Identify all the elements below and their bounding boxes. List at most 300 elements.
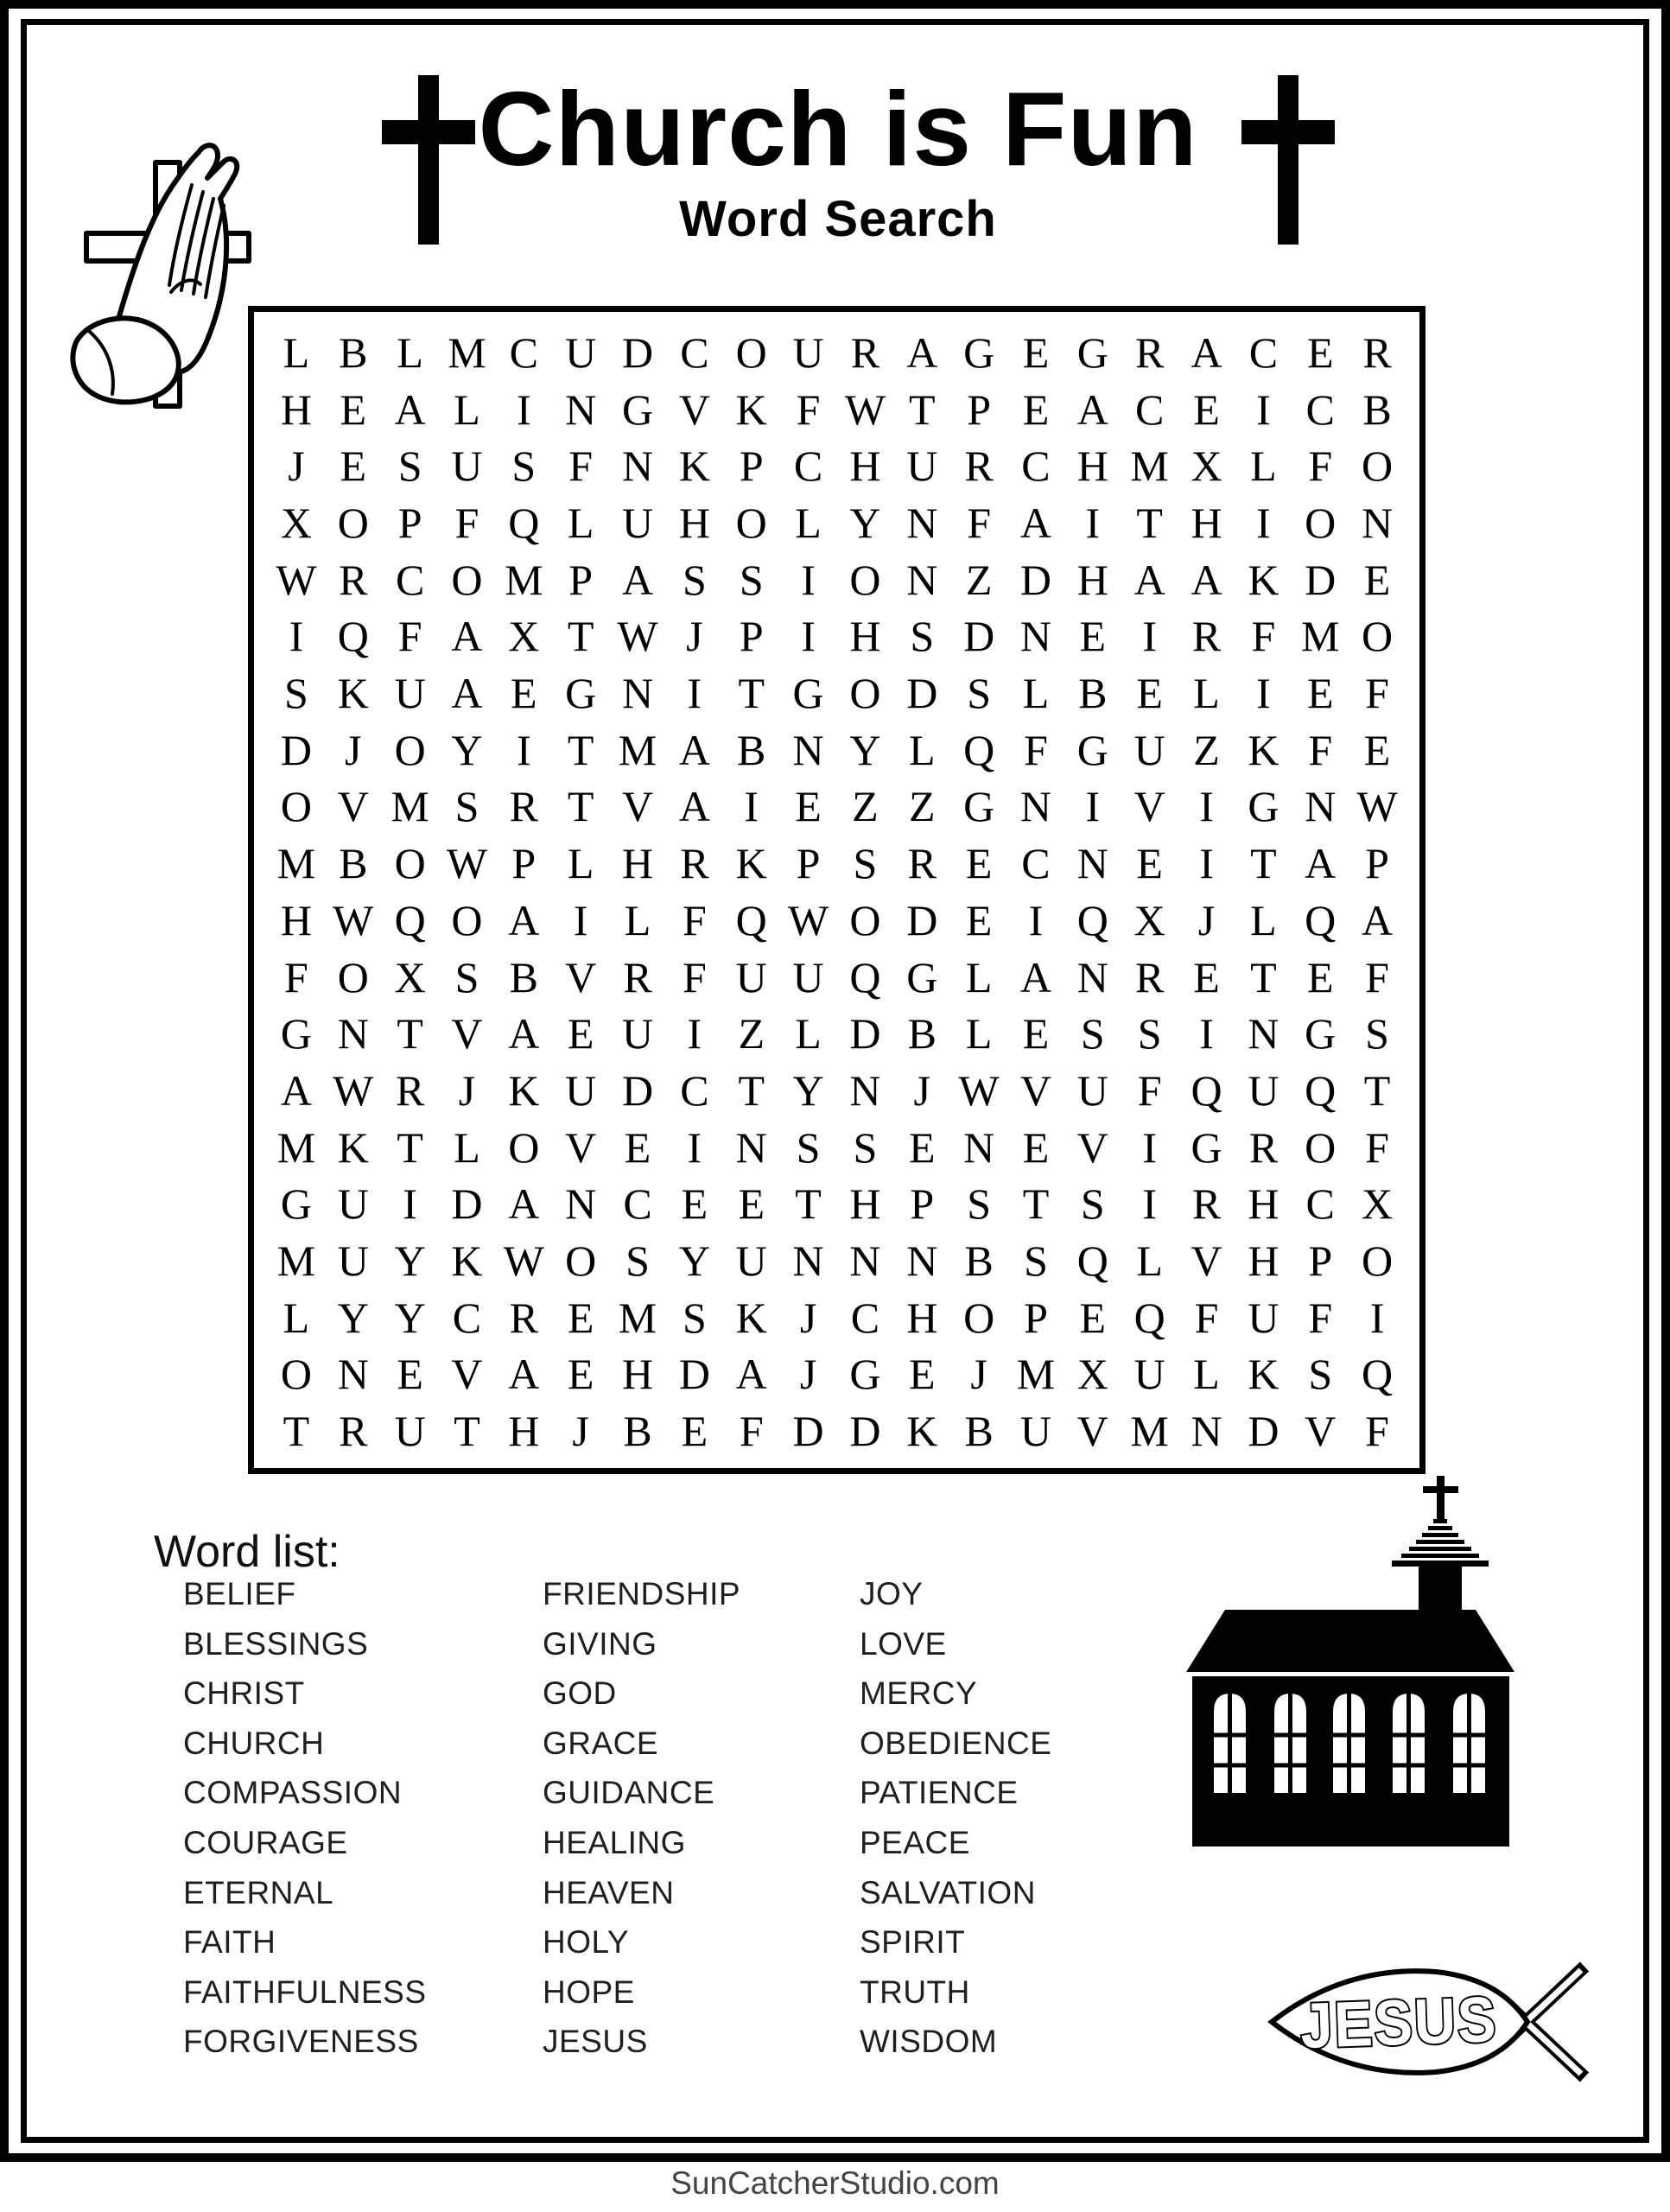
grid-letter: I bbox=[573, 895, 588, 944]
grid-letter: A bbox=[394, 385, 426, 434]
grid-letter: F bbox=[1365, 952, 1389, 1001]
grid-letter: D bbox=[849, 1407, 881, 1456]
grid-letter: I bbox=[687, 1122, 702, 1172]
grid-letter: G bbox=[906, 952, 938, 1001]
grid-letter: V bbox=[337, 782, 369, 831]
grid-letter: N bbox=[1076, 952, 1108, 1001]
grid-letter: H bbox=[1076, 555, 1108, 604]
grid-letter: A bbox=[1076, 385, 1108, 434]
header bbox=[60, 70, 1616, 248]
grid-letter: I bbox=[1256, 385, 1271, 434]
grid-letter: C bbox=[1305, 385, 1335, 434]
grid-letter: S bbox=[739, 555, 764, 604]
grid-letter: K bbox=[1248, 555, 1279, 604]
grid-letter: N bbox=[906, 555, 938, 604]
grid-letter: E bbox=[1022, 327, 1050, 377]
grid-letter: V bbox=[565, 952, 597, 1001]
grid-letter: X bbox=[1076, 1350, 1108, 1399]
grid-letter: F bbox=[1308, 442, 1333, 491]
grid-letter: E bbox=[567, 1350, 594, 1399]
grid-letter: R bbox=[680, 839, 709, 888]
grid-letter: K bbox=[1248, 1350, 1279, 1399]
grid-letter: E bbox=[965, 839, 993, 888]
grid-letter: P bbox=[1365, 839, 1389, 888]
grid-letter: I bbox=[516, 725, 531, 774]
grid-letter: M bbox=[505, 555, 543, 604]
grid-letter: E bbox=[1022, 1009, 1050, 1058]
grid-letter: H bbox=[1248, 1179, 1279, 1229]
grid-letter: J bbox=[458, 1065, 476, 1115]
grid-letter: E bbox=[397, 1350, 423, 1399]
grid-letter: G bbox=[1191, 1122, 1222, 1172]
grid-letter: F bbox=[1251, 612, 1276, 661]
grid-letter: E bbox=[965, 895, 993, 944]
grid-letter: Z bbox=[965, 555, 993, 604]
grid-letter: L bbox=[397, 327, 423, 377]
grid-letter: Q bbox=[963, 725, 995, 774]
grid-letter: T bbox=[1136, 498, 1163, 547]
grid-letter: Q bbox=[508, 498, 540, 547]
grid-letter: N bbox=[1076, 839, 1108, 888]
grid-letter: L bbox=[795, 1009, 822, 1058]
grid-letter: Q bbox=[1362, 1350, 1394, 1399]
grid-letter: G bbox=[849, 1350, 881, 1399]
grid-letter: C bbox=[1305, 1179, 1335, 1229]
grid-letter: P bbox=[796, 839, 821, 888]
word-list-item: PEACE bbox=[860, 1824, 970, 1860]
jesus-fish-icon bbox=[1263, 1951, 1593, 2093]
grid-letter: R bbox=[1191, 612, 1222, 661]
grid-letter: Z bbox=[1193, 725, 1220, 774]
grid-letter: W bbox=[958, 1065, 1000, 1115]
grid-letter: P bbox=[739, 442, 764, 491]
grid-letter: J bbox=[686, 612, 703, 661]
grid-letter: V bbox=[565, 1122, 597, 1172]
word-list-column-1 bbox=[183, 1569, 427, 2067]
grid-letter: G bbox=[280, 1179, 312, 1229]
grid-letter: D bbox=[906, 669, 938, 718]
grid-letter: T bbox=[795, 1179, 822, 1229]
grid-letter: H bbox=[1191, 498, 1222, 547]
grid-letter: O bbox=[849, 555, 881, 604]
grid-letter: T bbox=[738, 669, 765, 718]
grid-letter: G bbox=[1248, 782, 1279, 831]
grid-letter: C bbox=[623, 1179, 652, 1229]
grid-letter: V bbox=[621, 782, 654, 831]
grid-letter: L bbox=[1250, 442, 1277, 491]
grid-letter: L bbox=[965, 952, 993, 1001]
grid-letter: G bbox=[280, 1009, 312, 1058]
word-list-item: ETERNAL bbox=[183, 1874, 334, 1910]
grid-letter: L bbox=[567, 498, 594, 547]
grid-letter: M bbox=[276, 1122, 316, 1172]
grid-letter: N bbox=[849, 1065, 881, 1115]
grid-letter: O bbox=[451, 895, 483, 944]
grid-letter: T bbox=[908, 385, 936, 434]
grid-letter: Q bbox=[1076, 1236, 1108, 1286]
word-list-column-2 bbox=[543, 1569, 740, 2067]
grid-letter: N bbox=[1019, 782, 1052, 831]
word-list-item: FORGIVENESS bbox=[183, 2024, 419, 2060]
grid-letter: M bbox=[1130, 442, 1169, 491]
grid-letter: M bbox=[618, 725, 657, 774]
grid-letter: E bbox=[908, 1122, 936, 1172]
grid-letter: O bbox=[565, 1236, 597, 1286]
grid-letter: F bbox=[1365, 1122, 1389, 1172]
grid-letter: L bbox=[283, 327, 310, 377]
grid-letter: A bbox=[280, 1065, 312, 1115]
grid-letter: Q bbox=[735, 895, 767, 944]
grid-letter: U bbox=[621, 1009, 654, 1058]
grid-letter: P bbox=[1308, 1236, 1333, 1286]
grid-letter: F bbox=[1024, 725, 1048, 774]
grid-letter: F bbox=[1365, 669, 1389, 718]
word-list-item: GIVING bbox=[543, 1625, 657, 1662]
word-list-item: TRUTH bbox=[860, 1974, 970, 2010]
grid-letter: F bbox=[1365, 1407, 1389, 1456]
word-list-column-3 bbox=[860, 1569, 1051, 2067]
grid-letter: B bbox=[1078, 669, 1108, 718]
grid-letter: U bbox=[1076, 1065, 1108, 1115]
grid-letter: W bbox=[503, 1236, 544, 1286]
grid-letter: L bbox=[283, 1293, 310, 1342]
grid-letter: O bbox=[337, 952, 369, 1001]
grid-letter: L bbox=[624, 895, 651, 944]
word-list-item: OBEDIENCE bbox=[860, 1725, 1052, 1761]
word-list-item: SALVATION bbox=[860, 1874, 1036, 1910]
grid-letter: F bbox=[284, 952, 308, 1001]
grid-letter: K bbox=[735, 1293, 767, 1342]
grid-letter: W bbox=[617, 612, 658, 661]
grid-letter: A bbox=[508, 1009, 540, 1058]
grid-letter: X bbox=[508, 612, 540, 661]
grid-letter: R bbox=[907, 839, 937, 888]
grid-letter: N bbox=[906, 498, 938, 547]
grid-letter: N bbox=[565, 1179, 597, 1229]
grid-letter: O bbox=[735, 498, 767, 547]
grid-letter: P bbox=[910, 1179, 935, 1229]
grid-letter: G bbox=[963, 782, 995, 831]
grid-letter: D bbox=[280, 725, 312, 774]
grid-letter: N bbox=[735, 1122, 767, 1172]
grid-letter: O bbox=[1362, 442, 1394, 491]
grid-letter: P bbox=[739, 612, 764, 661]
grid-letter: E bbox=[1079, 1293, 1107, 1342]
grid-letter: E bbox=[624, 1122, 651, 1172]
grid-letter: V bbox=[1191, 1236, 1222, 1286]
grid-letter: E bbox=[681, 1407, 708, 1456]
grid-letter: B bbox=[964, 1407, 994, 1456]
grid-letter: O bbox=[849, 669, 881, 718]
grid-letter: E bbox=[1136, 669, 1163, 718]
grid-letter: N bbox=[963, 1122, 995, 1172]
grid-letter: H bbox=[621, 1350, 654, 1399]
word-list-item: BELIEF bbox=[183, 1576, 296, 1611]
grid-letter: O bbox=[1305, 498, 1337, 547]
grid-letter: R bbox=[964, 442, 994, 491]
grid-letter: I bbox=[744, 782, 759, 831]
grid-letter: N bbox=[792, 725, 824, 774]
grid-letter: I bbox=[1085, 782, 1101, 831]
word-list-item: CHRIST bbox=[183, 1675, 305, 1712]
grid-letter: E bbox=[340, 442, 367, 491]
grid-letter: A bbox=[508, 1179, 540, 1229]
grid-letter: S bbox=[1137, 1009, 1162, 1058]
grid-letter: T bbox=[454, 1407, 480, 1456]
grid-letter: V bbox=[678, 385, 710, 434]
grid-letter: K bbox=[906, 1407, 938, 1456]
grid-letter: O bbox=[394, 725, 426, 774]
grid-letter: H bbox=[906, 1293, 938, 1342]
grid-letter: U bbox=[337, 1179, 369, 1229]
grid-letter: M bbox=[276, 1236, 316, 1286]
grid-letter: K bbox=[735, 839, 767, 888]
grid-letter: T bbox=[283, 1407, 310, 1456]
grid-letter: N bbox=[621, 669, 654, 718]
grid-letter: V bbox=[1133, 782, 1165, 831]
grid-letter: K bbox=[508, 1065, 540, 1115]
grid-letter: J bbox=[799, 1293, 817, 1342]
grid-letter: H bbox=[1076, 442, 1108, 491]
grid-letter: B bbox=[964, 1236, 994, 1286]
grid-letter: K bbox=[1248, 725, 1279, 774]
grid-letter: H bbox=[1248, 1236, 1279, 1286]
grid-letter: S bbox=[625, 1236, 650, 1286]
grid-letter: N bbox=[1191, 1407, 1222, 1456]
grid-letter: Y bbox=[394, 1236, 426, 1286]
word-list-item: JESUS bbox=[543, 2024, 648, 2060]
word-search-grid bbox=[248, 306, 1426, 1474]
grid-letter: A bbox=[1133, 555, 1165, 604]
grid-letter: L bbox=[1193, 1350, 1220, 1399]
grid-letter: G bbox=[792, 669, 824, 718]
grid-letter: L bbox=[795, 498, 822, 547]
grid-letter: S bbox=[454, 952, 479, 1001]
grid-letter: N bbox=[792, 1236, 824, 1286]
grid-letter: B bbox=[737, 725, 766, 774]
grid-letter: E bbox=[1306, 669, 1334, 718]
grid-letter: G bbox=[1076, 725, 1108, 774]
grid-letter: A bbox=[508, 895, 540, 944]
grid-letter: E bbox=[681, 1179, 708, 1229]
grid-letter: A bbox=[1191, 327, 1222, 377]
grid-letter: F bbox=[682, 952, 707, 1001]
grid-letter: U bbox=[1248, 1065, 1279, 1115]
word-list-item: BLESSINGS bbox=[183, 1625, 369, 1662]
jesus-fish-label: JESUS bbox=[1299, 1982, 1521, 2062]
grid-letter: J bbox=[345, 725, 362, 774]
grid-letter: A bbox=[735, 1350, 767, 1399]
grid-letter: E bbox=[1363, 725, 1391, 774]
grid-letter: E bbox=[1136, 839, 1163, 888]
grid-letter: C bbox=[793, 442, 823, 491]
grid-letter: F bbox=[1194, 1293, 1219, 1342]
grid-letter: P bbox=[511, 839, 537, 888]
grid-letter: T bbox=[397, 1122, 423, 1172]
grid-letter: U bbox=[394, 1407, 426, 1456]
grid-letter: L bbox=[454, 1122, 480, 1172]
grid-letter: T bbox=[567, 725, 594, 774]
grid-letter: C bbox=[1021, 839, 1051, 888]
grid-letter: E bbox=[1022, 385, 1050, 434]
word-list-item: GRACE bbox=[543, 1725, 659, 1761]
grid-letter: D bbox=[678, 1350, 710, 1399]
page-subtitle: Word Search bbox=[679, 190, 997, 247]
grid-letter: T bbox=[567, 612, 594, 661]
grid-letter: C bbox=[1134, 385, 1165, 434]
word-list-item: HOLY bbox=[543, 1924, 630, 1961]
grid-letter: U bbox=[906, 442, 938, 491]
grid-letter: E bbox=[738, 1179, 765, 1229]
grid-letter: Y bbox=[849, 498, 881, 547]
grid-letter: W bbox=[844, 385, 886, 434]
word-list-item: HEALING bbox=[543, 1824, 686, 1860]
grid-letter: Z bbox=[908, 782, 936, 831]
grid-letter: U bbox=[565, 1065, 597, 1115]
grid-letter: R bbox=[1248, 1122, 1279, 1172]
grid-letter: Q bbox=[1305, 1065, 1337, 1115]
grid-letter: H bbox=[849, 612, 881, 661]
grid-letter: I bbox=[1199, 782, 1214, 831]
word-list-item: HOPE bbox=[543, 1974, 635, 2010]
grid-letter: O bbox=[451, 555, 483, 604]
grid-letter: X bbox=[1191, 442, 1222, 491]
grid-letter: Q bbox=[337, 612, 369, 661]
grid-letter: Q bbox=[1191, 1065, 1222, 1115]
grid-letter: A bbox=[451, 669, 483, 718]
grid-letter: A bbox=[451, 612, 483, 661]
grid-letter: N bbox=[1019, 612, 1052, 661]
grid-letter: C bbox=[680, 1065, 709, 1115]
grid-letter: W bbox=[446, 839, 488, 888]
word-list-item: FAITHFULNESS bbox=[183, 1974, 427, 2010]
word-list-item: SPIRIT bbox=[860, 1924, 966, 1961]
grid-letter: K bbox=[735, 385, 767, 434]
grid-letter: S bbox=[853, 1122, 878, 1172]
grid-letter: L bbox=[965, 1009, 993, 1058]
grid-letter: S bbox=[682, 555, 707, 604]
word-list-item: CHURCH bbox=[183, 1725, 325, 1761]
grid-letter: A bbox=[508, 1350, 540, 1399]
word-list-item: GOD bbox=[543, 1675, 617, 1712]
grid-letter: C bbox=[452, 1293, 482, 1342]
grid-letter: F bbox=[568, 442, 594, 491]
grid-letter: M bbox=[618, 1293, 657, 1342]
grid-letter: C bbox=[1021, 442, 1051, 491]
grid-letter: A bbox=[1019, 952, 1052, 1001]
grid-letter: G bbox=[1076, 327, 1108, 377]
grid-letter: M bbox=[1016, 1350, 1056, 1399]
grid-letter: X bbox=[1362, 1179, 1394, 1229]
grid-letter: R bbox=[339, 555, 368, 604]
grid-letter: O bbox=[280, 1350, 312, 1399]
page-title: Church is Fun bbox=[478, 70, 1198, 188]
grid-letter: T bbox=[738, 1065, 765, 1115]
grid-letter: F bbox=[682, 895, 707, 944]
grid-letter: H bbox=[508, 1407, 540, 1456]
word-list-item: GUIDANCE bbox=[543, 1775, 715, 1811]
grid-letter: Q bbox=[1076, 895, 1108, 944]
grid-letter: H bbox=[280, 895, 312, 944]
grid-letter: O bbox=[849, 895, 881, 944]
grid-letter: J bbox=[572, 1407, 589, 1456]
grid-letter: F bbox=[1308, 725, 1333, 774]
grid-letter: N bbox=[1248, 1009, 1279, 1058]
grid-letter: S bbox=[511, 442, 537, 491]
grid-letter: S bbox=[1365, 1009, 1389, 1058]
grid-letter: F bbox=[454, 498, 479, 547]
word-list-item: PATIENCE bbox=[860, 1775, 1019, 1811]
grid-letter: I bbox=[1028, 895, 1044, 944]
grid-letter: N bbox=[621, 442, 654, 491]
grid-letter: S bbox=[910, 612, 935, 661]
grid-letter: N bbox=[565, 385, 597, 434]
grid-letter: U bbox=[735, 1236, 767, 1286]
grid-letter: V bbox=[1019, 1065, 1052, 1115]
grid-letter: S bbox=[682, 1293, 707, 1342]
grid-letter: D bbox=[792, 1407, 824, 1456]
grid-letter: M bbox=[448, 327, 486, 377]
word-list-item: LOVE bbox=[860, 1625, 947, 1662]
grid-letter: H bbox=[849, 1179, 881, 1229]
grid-letter: N bbox=[337, 1009, 369, 1058]
grid-letter: R bbox=[395, 1065, 425, 1115]
grid-letter: R bbox=[509, 782, 538, 831]
grid-letter: I bbox=[1256, 498, 1271, 547]
grid-letter: A bbox=[678, 782, 710, 831]
grid-letter: K bbox=[337, 1122, 369, 1172]
grid-letter: Y bbox=[451, 725, 483, 774]
grid-letter: R bbox=[623, 952, 652, 1001]
grid-letter: R bbox=[1191, 1179, 1222, 1229]
grid-letter: B bbox=[623, 1407, 652, 1456]
grid-letter: T bbox=[1022, 1179, 1050, 1229]
word-list-item: JOY bbox=[860, 1576, 924, 1611]
grid-letter: I bbox=[516, 385, 531, 434]
grid-letter: H bbox=[621, 839, 654, 888]
grid-letter: L bbox=[454, 385, 480, 434]
grid-letter: F bbox=[739, 1407, 764, 1456]
grid-letter: W bbox=[787, 895, 829, 944]
grid-letter: F bbox=[397, 612, 422, 661]
grid-letter: K bbox=[451, 1236, 483, 1286]
grid-letter: C bbox=[395, 555, 425, 604]
grid-letter: F bbox=[1137, 1065, 1162, 1115]
grid-letter: T bbox=[1250, 839, 1277, 888]
grid-letter: V bbox=[451, 1009, 483, 1058]
grid-letter: B bbox=[907, 1009, 937, 1058]
grid-letter: I bbox=[801, 612, 816, 661]
grid-letter: A bbox=[906, 327, 938, 377]
grid-letter: I bbox=[1199, 1009, 1214, 1058]
grid-letter: C bbox=[1248, 327, 1279, 377]
word-list-item: COURAGE bbox=[183, 1824, 348, 1860]
grid-letter: U bbox=[394, 669, 426, 718]
grid-letter: A bbox=[678, 725, 710, 774]
grid-letter: Y bbox=[337, 1293, 369, 1342]
word-list-heading: Word list: bbox=[154, 1527, 340, 1577]
grid-letter: S bbox=[284, 669, 308, 718]
grid-letter: Q bbox=[849, 952, 881, 1001]
word-list-item: HEAVEN bbox=[543, 1874, 675, 1910]
grid-letter: P bbox=[397, 498, 422, 547]
grid-letter: U bbox=[792, 952, 824, 1001]
grid-letter: E bbox=[567, 1293, 594, 1342]
grid-letter: B bbox=[339, 327, 368, 377]
grid-letter: L bbox=[1022, 669, 1050, 718]
grid-letter: O bbox=[508, 1122, 540, 1172]
grid-letter: R bbox=[1134, 952, 1165, 1001]
